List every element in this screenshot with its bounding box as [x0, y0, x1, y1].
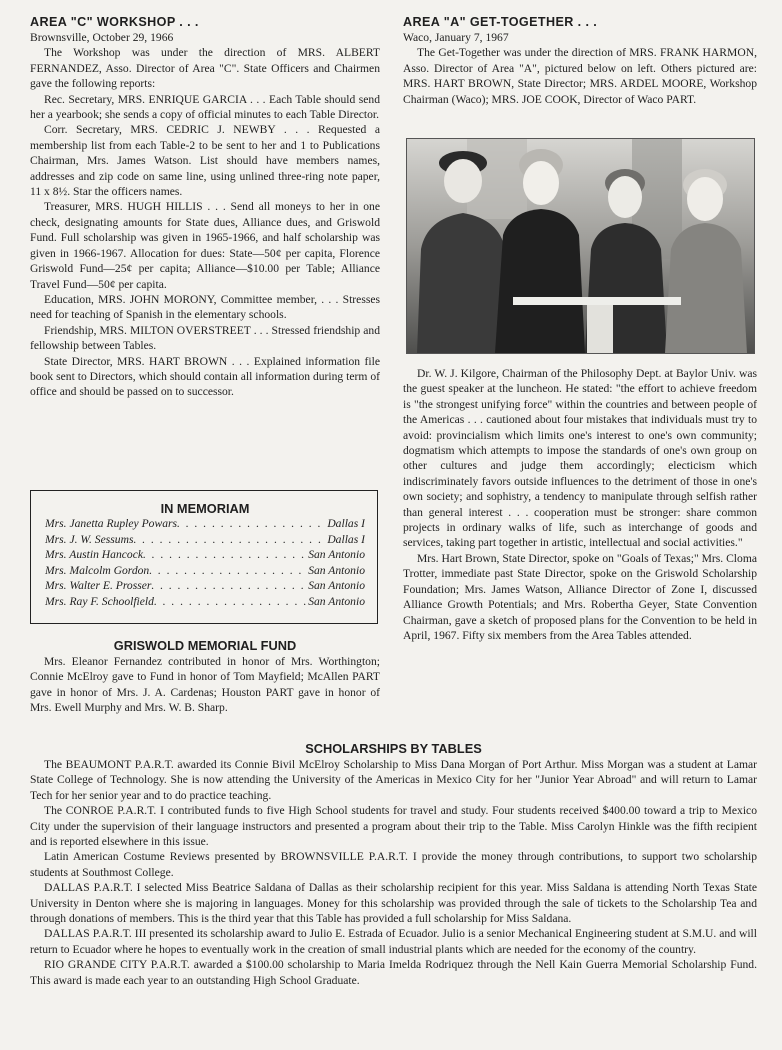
area-a-section: [403, 14, 757, 107]
scholarships-section: [30, 741, 757, 988]
group-photo: [406, 138, 755, 354]
memoriam-city: San Antonio: [308, 579, 365, 593]
memoriam-entry: [45, 516, 365, 532]
memoriam-entry: [45, 547, 365, 563]
area-c-paragraph: Corr. Secretary, MRS. CEDRIC J. NEWBY . . . Requested a membership list from each Table-2 to be sent to her and 1 to Publications Chairman, Mrs. James Watson. List should have members names, addresses and zip code on same line, using unlined three-ring note paper, 11 x 8½. Star the officers names.: [30, 123, 380, 199]
area-c-paragraph: Treasurer, MRS. HUGH HILLIS . . . Send all moneys to her in one check, designating amounts for State dues, Alliance dues, and Griswold Fund. Full scholarship was given in 1965-1966, and half scholarship was given in 1966-1967. Allocation for dues: State—50¢ per capita, Florence Griswold Fund—25¢ per capita; Alliance—$10.00 per Table; Alliance Travel Fund—50¢ per capita.: [30, 200, 380, 291]
memoriam-city: San Antonio: [308, 563, 365, 577]
memoriam-name: Mrs. Malcolm Gordon: [45, 563, 150, 577]
leader-dots: [133, 532, 325, 548]
griswold-text: Mrs. Eleanor Fernandez contributed in honor of Mrs. Worthington; Connie McElroy gave to Fund in honor of Tom Mayfield; McAllen PART gave in honor of Mrs. J. A. Cardenas; Houston PART gave in honor of Mrs. Ewell Murphy and Mrs. W. B. Sharp.: [30, 655, 380, 715]
scholarships-title: SCHOLARSHIPS BY TABLES: [305, 741, 482, 756]
griswold-section: [30, 638, 380, 716]
scholarship-paragraph: Latin American Costume Reviews presented by BROWNSVILLE P.A.R.T. I provide the money through contributions, to support two scholarship students at Southmost College.: [30, 850, 757, 879]
memoriam-entry: [45, 563, 365, 579]
area-c-section: [30, 14, 380, 400]
area-a-paragraph: Mrs. Hart Brown, State Director, spoke on "Goals of Texas;" Mrs. Cloma Trotter, immediate past State Director, spoke on the Griswold Scholarship Foundation; Mrs. James Watson, Alliance Director of Zone I, discussed Alliance Growth Potentials; and Mrs. Robertha Geyer, State Convention Chairman, gave a sketch of proposed plans for the Convention to be held in April, 1967. Fifty six members from the Area Tables attended.: [403, 551, 757, 642]
memoriam-entry: [45, 578, 365, 594]
memoriam-name: Mrs. J. W. Sessums: [45, 532, 134, 546]
in-memoriam-title: IN MEMORIAM: [160, 501, 250, 516]
scholarship-paragraph: The BEAUMONT P.A.R.T. awarded its Connie Bivil McElroy Scholarship to Miss Dana Morgan of Port Arthur. Miss Morgan was a student at Lamar State College of Technology. She is now attending the University of the Americas in Mexico City for her "Junior Year Abroad" and will return to Lamar Tech for her senior year and to do practice teaching.: [30, 758, 757, 802]
area-c-paragraph: State Director, MRS. HART BROWN . . . Explained information file book sent to Directors, which should contain all information during term of office and should be passed on to successor.: [30, 354, 380, 399]
photo-illustration: [407, 139, 754, 353]
scholarship-paragraph: RIO GRANDE CITY P.A.R.T. awarded a $100.00 scholarship to Maria Imelda Rodriquez through the Nell Kain Guerra Memorial Scholarship Fund. This award is made each year to an outstanding High School Graduate.: [30, 958, 757, 987]
memoriam-name: Mrs. Ray F. Schoolfield: [45, 594, 154, 608]
memoriam-name: Mrs. Walter E. Prosser: [45, 579, 152, 593]
area-a-dateline: Waco, January 7, 1967: [403, 31, 509, 44]
memoriam-entry: [45, 532, 365, 548]
area-c-paragraph: The Workshop was under the direction of MRS. ALBERT FERNANDEZ, Asso. Director of Area "C". State Officers and Chairmen gave the following reports:: [30, 46, 380, 91]
memoriam-name: Mrs. Janetta Rupley Powars: [45, 517, 178, 530]
leader-dots: [143, 547, 306, 563]
leader-dots: [177, 516, 325, 532]
scholarship-paragraph: DALLAS P.A.R.T. I selected Miss Beatrice Saldana of Dallas as their scholarship recipient for this year. Miss Saldana is attending North Texas State University in Denton where she is majoring in languages. Money for this scholarship was provided through the sale of tickets to the Scholarship Tea and through donations of members. This is the third year that this Table has provided a full scholarship for Miss Saldana.: [30, 881, 757, 926]
area-a-title: AREA "A" GET-TOGETHER . . .: [403, 15, 598, 29]
scholarship-paragraph: DALLAS P.A.R.T. III presented its scholarship award to Julio E. Estrada of Ecuador. Julio is a senior Mechanical Engineering student at S.M.U. and will return to Ecuador where he hopes to eventually work in the creation of small industrial plants which are needed for the economy of the country.: [30, 927, 757, 956]
area-a-paragraph: Dr. W. J. Kilgore, Chairman of the Philosophy Dept. at Baylor Univ. was the guest speaker at the luncheon. He stated: "the effort to achieve freedom is "the strongest unifying force" within the countries and between people of the Americas . . . cautioned about four mistakes that individuals must try to avoid: provincialism which limits one's interest to one's own community; dogmatism which attempts to impose the standards of one's own group on other cultures and judge them accordingly; electicism which indiscriminately favors outside influences to the detriment of those in one's own society; and sophistry, a tendency to manipulate through selfish rather than general interest . . . cooperation must be stronger: share common projects in ordinary walks of life, such as interchange of goods and services, taking part together in artistic, intellectual and social activities.": [403, 367, 757, 550]
memoriam-city: Dallas I: [327, 532, 365, 546]
leader-dots: [154, 594, 306, 610]
area-c-paragraph: Rec. Secretary, MRS. ENRIQUE GARCIA . . . Each Table should send her a yearbook; she sends a copy of official minutes to each Table Director.: [30, 92, 380, 122]
griswold-title: GRISWOLD MEMORIAL FUND: [113, 638, 297, 653]
area-c-title: AREA "C" WORKSHOP . . .: [30, 15, 199, 29]
area-c-paragraph: Education, MRS. JOHN MORONY, Committee member, . . . Stresses need for teaching of Spanish in the elementary schools.: [30, 292, 380, 322]
area-c-paragraph: Friendship, MRS. MILTON OVERSTREET . . . Stressed friendship and fellowship between Tables.: [30, 323, 380, 353]
area-c-dateline: Brownsville, October 29, 1966: [30, 31, 174, 44]
scholarship-paragraph: The CONROE P.A.R.T. I contributed funds to five High School students for travel and study. Four students received $400.00 toward a trip to Mexico City under the supervision of their language instructors and presented a program about their trip to the Table. Miss Carolyn Hinkle was the fifth recipient and is reported elsewhere in this issue.: [30, 804, 757, 849]
memoriam-city: Dallas I: [327, 517, 365, 530]
leader-dots: [149, 563, 306, 579]
area-a-continued: [403, 366, 757, 643]
memoriam-city: San Antonio: [308, 594, 365, 608]
memoriam-entry: [45, 594, 365, 610]
memoriam-name: Mrs. Austin Hancock: [45, 548, 143, 562]
area-a-intro: The Get-Together was under the direction of MRS. FRANK HARMON, Asso. Director of Area "A", pictured below on left. Others pictured are: MRS. HART BROWN, State Director; MRS. ARDEL MOORE, Workshop Chairman (Waco); MRS. JOE COOK, Director of Waco PART.: [403, 46, 757, 106]
in-memoriam-box: [30, 490, 378, 624]
leader-dots: [151, 578, 306, 594]
memoriam-city: San Antonio: [308, 548, 365, 562]
